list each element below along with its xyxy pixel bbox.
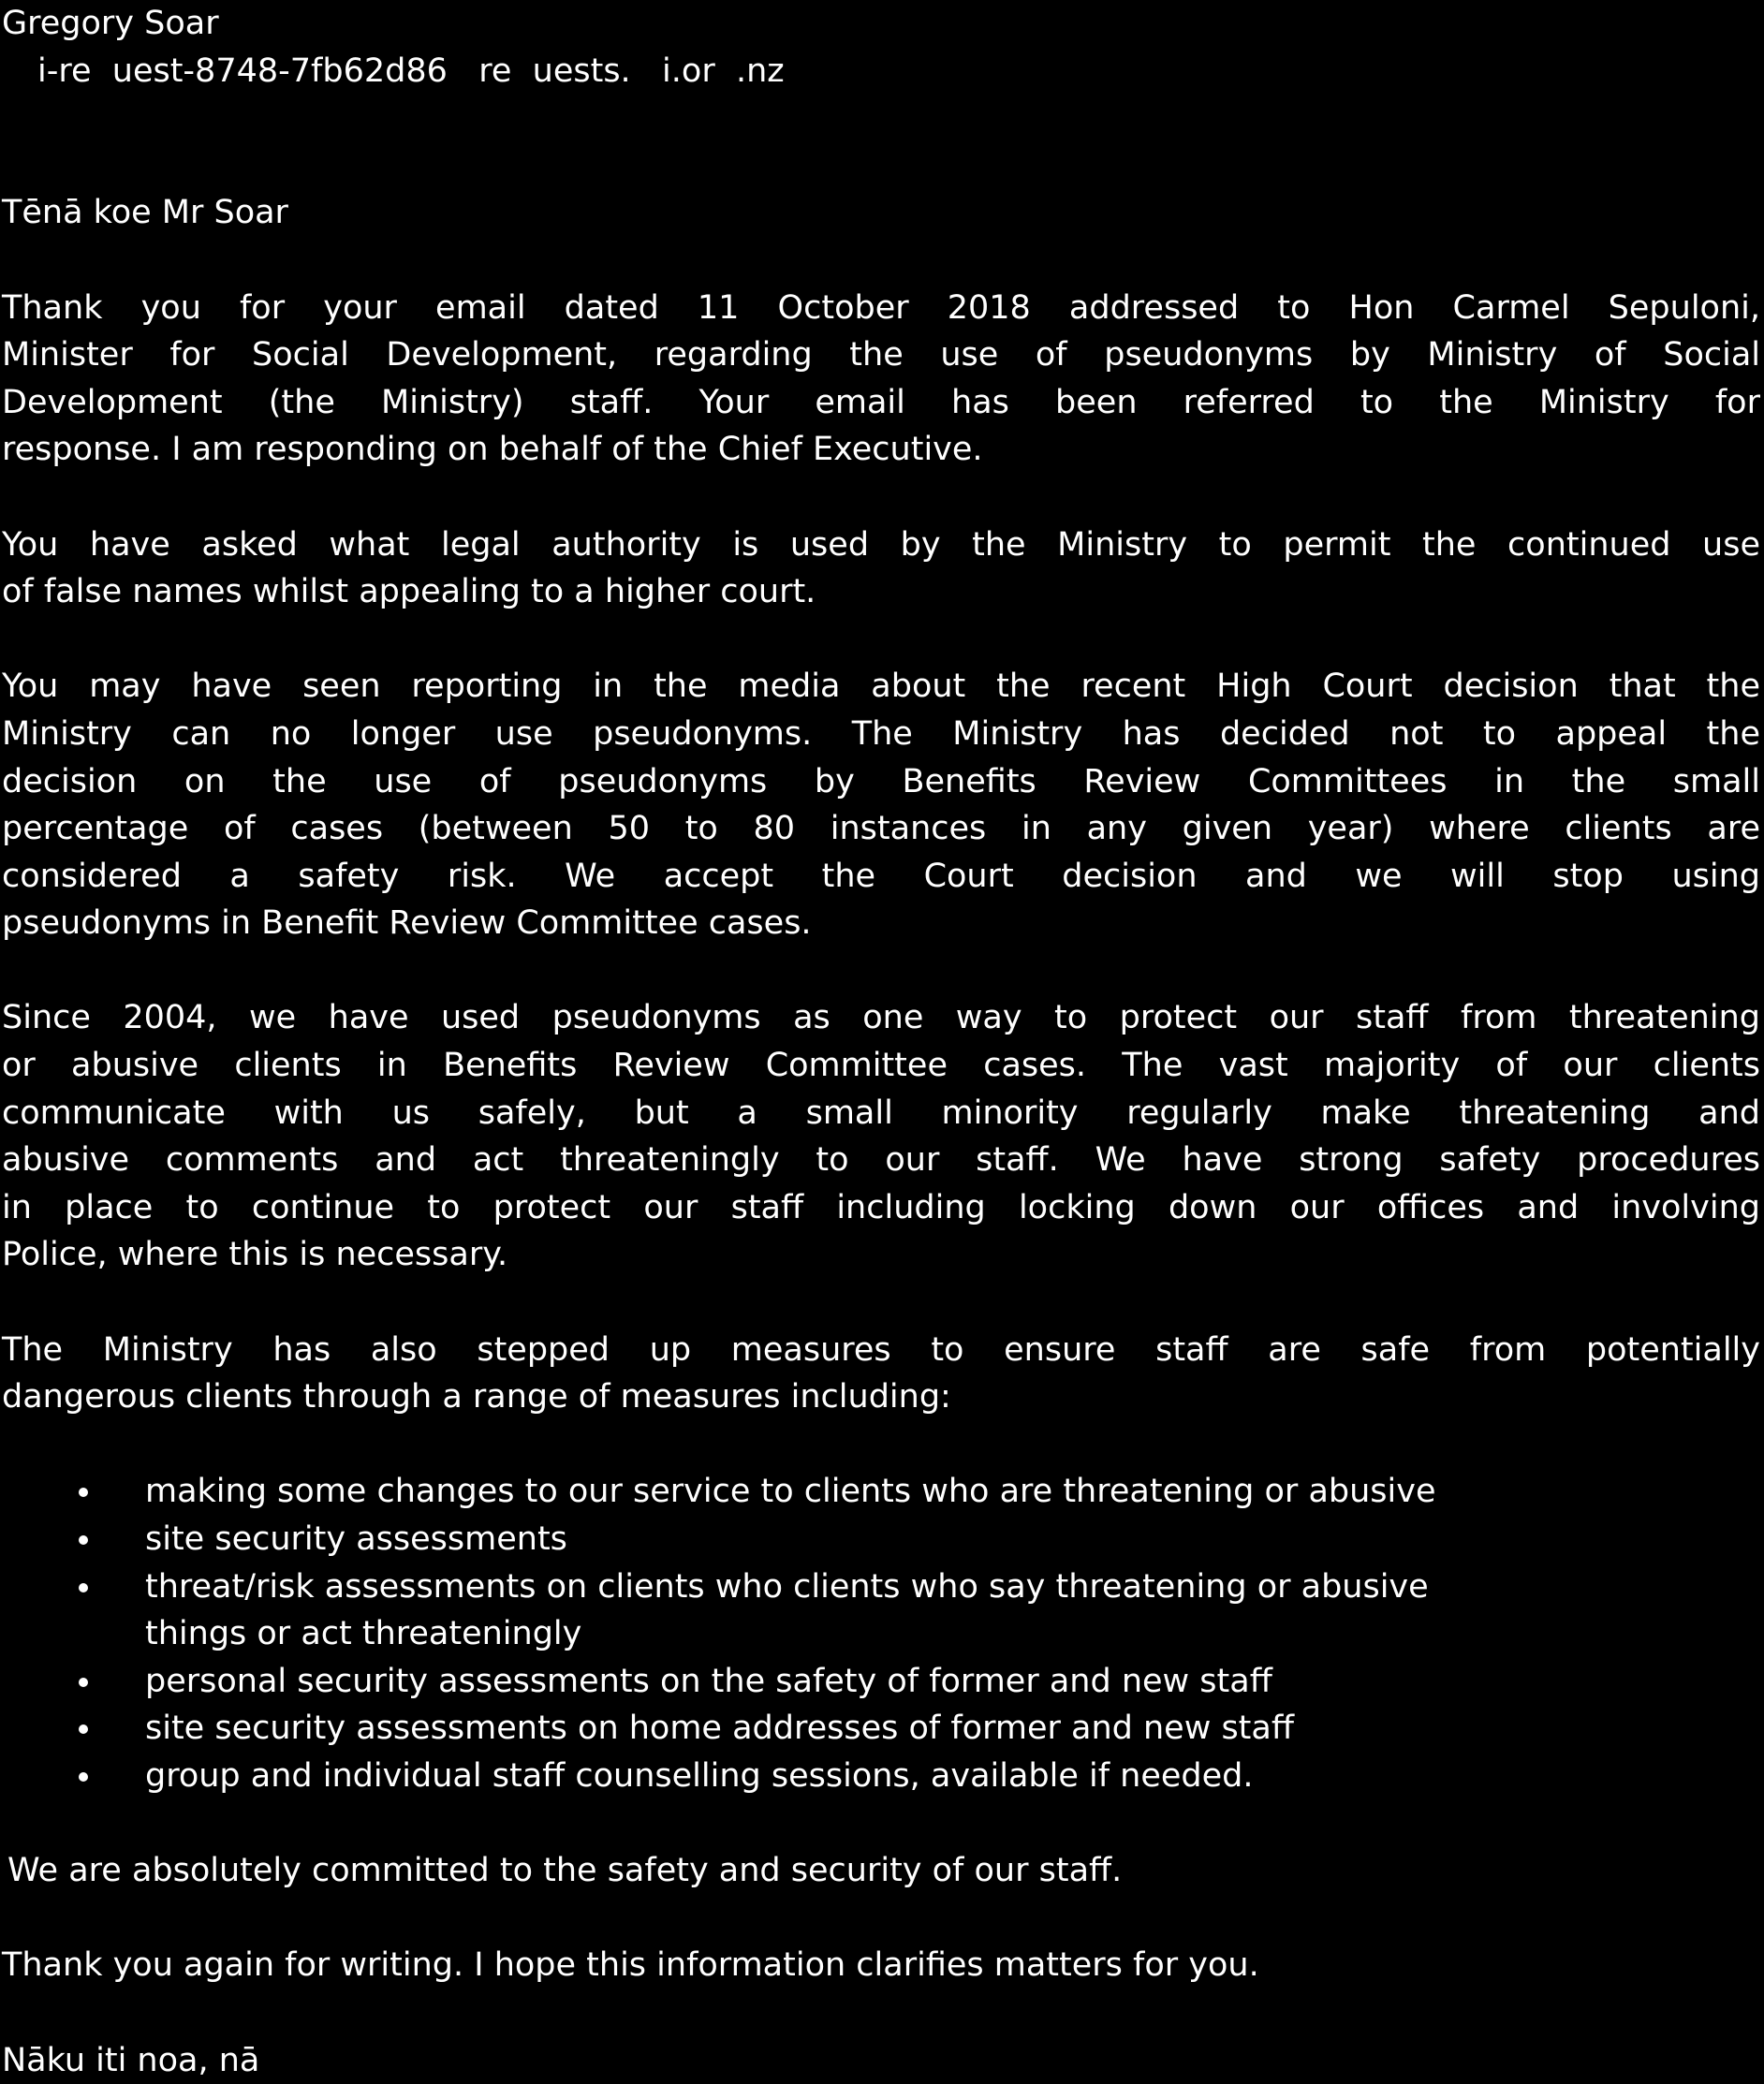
letter-body — [2, 285, 1760, 1469]
list-item-text: site security assessments on home addresses of former and new staff — [145, 1710, 1294, 1748]
paragraph-line: response. I am responding on behalf of the Chief Executive. — [2, 431, 983, 469]
paragraph-line: abusive comments and act threateningly to our staff. We have strong safety procedures — [2, 1141, 1760, 1180]
paragraph — [2, 285, 1760, 521]
bullet-icon — [2, 1516, 145, 1563]
closing-thanks: Thank you again for writing. I hope this information clarifies matters for you. — [2, 1946, 1259, 1985]
paragraph-line: in place to continue to protect our staff including locking down our offices and involving — [2, 1188, 1760, 1226]
paragraph — [2, 663, 1760, 994]
paragraph-line: considered a safety risk. We accept the Court decision and we will stop using — [2, 857, 1760, 895]
paragraph-line: communicate with us safely, but a small minority regularly make threatening and — [2, 1093, 1760, 1132]
paragraph — [2, 1327, 1760, 1469]
paragraph-line: Ministry can no longer use pseudonyms. The Ministry has decided not to appeal the — [2, 714, 1760, 753]
list-item-text: things or act threateningly — [145, 1615, 582, 1653]
recipient-email: i-re uest-8748-7fb62d86 re uests. i.or .nz — [37, 51, 785, 90]
bullet-icon — [2, 1753, 145, 1800]
list-item-text: site security assessments — [145, 1520, 567, 1558]
paragraph-line: Since 2004, we have used pseudonyms as one way to protect our staff from threatening — [2, 999, 1760, 1037]
list-item — [2, 1658, 1760, 1706]
paragraph-line: of false names whilst appealing to a higher court. — [2, 573, 816, 611]
list-item-text: personal security assessments on the safety of former and new staff — [145, 1662, 1272, 1700]
list-item-text: making some changes to our service to clients who are threatening or abusive — [145, 1473, 1436, 1511]
paragraph-line: pseudonyms in Benefit Review Committee cases. — [2, 904, 812, 943]
paragraph-line: The Ministry has also stepped up measures to ensure staff are safe from potentially — [2, 1330, 1760, 1369]
paragraph-line: or abusive clients in Benefits Review Committee cases. The vast majority of our clients — [2, 1047, 1760, 1085]
paragraph-line: Minister for Social Development, regarding the use of pseudonyms by Ministry of Social — [2, 336, 1760, 374]
bullet-icon — [2, 1658, 145, 1706]
measures-list — [2, 1468, 1760, 1799]
paragraph-line: You have asked what legal authority is used by the Ministry to permit the continued use — [2, 525, 1760, 564]
paragraph-line: Development (the Ministry) staff. Your email has been referred to the Ministry for — [2, 383, 1760, 421]
paragraph — [2, 521, 1760, 664]
sign-off: Nāku iti noa, nā — [2, 2041, 260, 2079]
greeting: Tēnā koe Mr Soar — [2, 194, 288, 232]
list-item — [2, 1468, 1760, 1516]
list-item — [2, 1563, 1760, 1658]
list-item-text: group and individual staff counselling sessions, available if needed. — [145, 1756, 1254, 1795]
closing-commitment: We are absolutely committed to the safety and security of our staff. — [7, 1852, 1123, 1890]
list-item — [2, 1705, 1760, 1753]
list-item — [2, 1753, 1760, 1800]
bullet-icon — [2, 1468, 145, 1516]
list-item-text: threat/risk assessments on clients who clients who say threatening or abusive — [145, 1567, 1429, 1606]
list-item — [2, 1516, 1760, 1563]
paragraph-line: Police, where this is necessary. — [2, 1236, 508, 1274]
paragraph-line: decision on the use of pseudonyms by Benefits Review Committees in the small — [2, 762, 1760, 800]
paragraph-line: percentage of cases (between 50 to 80 instances in any given year) where clients are — [2, 810, 1760, 848]
paragraph — [2, 994, 1760, 1326]
bullet-icon — [2, 1705, 145, 1753]
paragraph-line: dangerous clients through a range of measures including: — [2, 1378, 951, 1416]
bullet-icon — [2, 1563, 145, 1658]
paragraph-line: Thank you for your email dated 11 October 2018 addressed to Hon Carmel Sepuloni, — [2, 288, 1760, 327]
paragraph-line: You may have seen reporting in the media about the recent High Court decision that the — [2, 668, 1760, 706]
recipient-name: Gregory Soar — [2, 5, 219, 42]
